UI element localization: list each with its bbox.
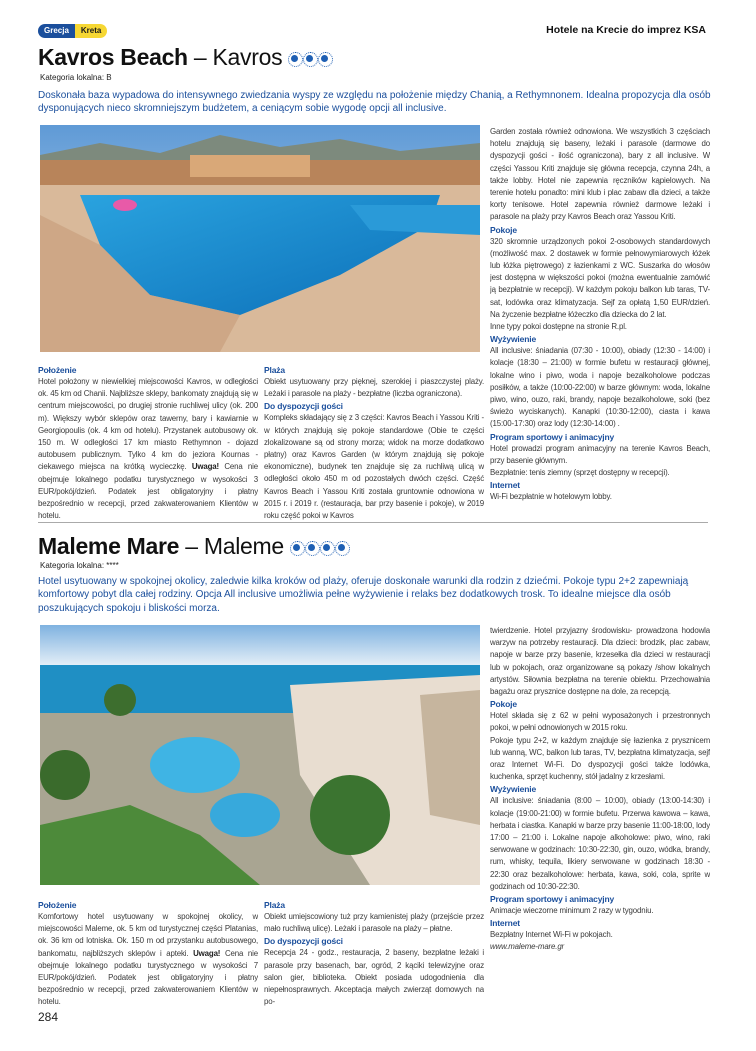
star-rating [290,541,348,554]
sun-icon [305,541,318,554]
section-divider [38,522,708,523]
country-label: Grecja [38,24,75,38]
region-label: Kreta [75,24,107,38]
sun-icon [288,52,301,65]
star-rating [288,52,331,65]
hotel-lead: Doskonała baza wypadowa do intensywnego zwiedzania wyspy ze względu na położenie między Chanią, a Rethymnonem. Idealna propozycja dla osób dysponujących nieco skromniejszym budżetem, a ceniącym sobie wygodę opcji all inclusive. [38,90,711,115]
hotel-website: www.maleme-mare.gr [490,942,565,952]
column-location: Położenie Komfortowy hotel usytuowany w spokojnej okolicy, w miejscowości Maleme, ok. 5 km od turystycznej części Platanias, ok. 36 km od lotniska. Ok. 150 m od przystanku autobusowego, bankomatu, najbliższych sklepów i apteki. Uwaga! Cena nie obejmuje lokalnego podatku turystycznego w wysokości 7 EUR/pokój/dzień. Podatek jest obligatoryjny i płatny bezpośrednio w recepcji, przed zakwaterowaniem Klientów w hotelu. [38,900,258,1007]
destination-badge [38,24,107,38]
section-title: Hotele na Krecie do imprez KSA [546,24,706,36]
hotel-title: Kavros Beach – Kavros [38,44,331,71]
hotel-lead: Hotel usytuowany w spokojnej okolicy, zaledwie kilka kroków od plaży, oferuje doskonałe warunki dla rodzin z dziećmi. Pokoje typu 2+2 zapewniają komfortowy pobyt dla całej rodziny. Opcja All inclusive umożliwia pełne wyżywienie i relaks bez dodatkowych trosk. To idealne miejsce dla osób poszukujących spokoju i bliskości morza. [38,576,689,614]
column-beach-amenities: Plaża Obiekt umiejscowiony tuż przy kamienistej plaży (przejście przez mało ruchliwą ulicę). Leżaki i parasole na plaży – płatne. Do dyspozycji gości Recepcja 24 - godz., restauracja, 2 baseny, bezpłatne leżaki i parasole przy basenach, bar, ogród, 2 kąciki telewizyjne oraz salon gier, biblioteka. Obiekt posiada udogodnienia dla niepełnosprawnych. Akceptacja małych zwierząt domowych na po- [264,900,484,1007]
sun-icon [335,541,348,554]
page-number: 284 [38,1010,59,1024]
column-beach-amenities: Plaża Obiekt usytuowany przy pięknej, szerokiej i piaszczystej plaży. Leżaki i parasole na plaży - bezpłatne (liczba ograniczona). Do dyspozycji gości Kompleks składający się z 3 części: Kavros Beach i Yassou Kriti - w których znajdują się pokoje standardowe (Obie te części zlokalizowane są od strony morza; widok na morze dodatkowo płatny) oraz Kavros Garden (w którym znajdują się pokoje ekonomiczne), budynek ten znajduje się za ruchliwą ulicą w odległości około 450 m od pozostałych dwóch części. Część Kavros Beach i Yassou Kriti została gruntownie odnowiona w 2015 r. i 2019 r. (restauracja, bar przy basenie i pokoje), w 2019 roku część pokoi w Kavros [264,365,484,521]
column-rooms-food: Garden została również odnowiona. We wszystkich 3 częściach hotelu znajdują się baseny, leżaki i parasole (darmowe do dyspozycji gości - ilość ograniczona), bary z all inclusive. W części Yassou Kriti znajduje się główna recepcja, czynna 24h, a także lobby. Hotel nie zapewnia ręczników kąpielowych. Na terenie hotelu ponadto: mini klub i plac zabaw dla dzieci, a także korty tenisowe. Hotel zapewnia również darmowe leżaki i parasole na plaży przy Kavros Beach oraz Yassou Kriti. Pokoje 320 skromnie urządzonych pokoi 2-osobowych standardowych (możliwość max. 2 dostawek w formie pełnowymiarowych łóżek lub łóżka piętrowego) z łazienkami z WC. Suszarka do włosów jest dostępna w większości pokoi (można ewentualnie zamówić ją bezpłatnie w recepcji). W każdym pokoju balkon lub taras, TV-sat, lodówka oraz klimatyzacja. Sejf za opłatą 1,50 EUR/dzień. Na życzenie bezpłatne łóżeczko dla dziecka do 2 lat. Inne typy pokoi dostępne na stronie R.pl. Wyżywienie All inclusive: śniadania (07:30 - 10:00), obiady (12:30 - 14:00) i kolacje (18:30 – 21:00) w formie bufetu w restauracji głównej, lokalne wino i piwo, woda i napoje bezalkoholowe podczas posiłków, a także (10:00-22:00) w barze głównym: woda, lokalne piwo, wino, ouzo, raki, brandy, napoje bezalkoholowe, soki (bez świeżo wyciskanych). Kanapki (10:30-12:00), ciasta i kawa (15:00-17:30) oraz lody (12:30-14:00) . Program sportowy i animacyjny Hotel prowadzi program animacyjny na terenie Kavros Beach, przy basenie głównym. Bezpłatnie: tenis ziemny (sprzęt dostępny w recepcji). Internet Wi-Fi bezpłatnie w hotelowym lobby. [490,127,710,502]
hotel-title: Maleme Mare – Maleme [38,533,348,560]
hotel-aerial-photo [40,625,480,885]
sun-icon [318,52,331,65]
column-rooms-food: twierdzenie. Hotel przyjazny środowisku- prowadzona hodowla warzyw na potrzeby restauracji. Dla dzieci: brodzik, plac zabaw, napoje w barze przy basenie, krzesełka dla dzieci w restauracji lub w pokojach, oraz organizowane są pokazy /show lokalnych artystów. Siłownia bezpłatna na terenie obiektu. Przechowalnia bagażu oraz prysznice dostępne na dole, za recepcją. Pokoje Hotel składa się z 62 w pełni wyposażonych i przestronnych pokoi, w pełni odnowionych w 2015 roku. Pokoje typu 2+2, w każdym znajduje się łazienka z prysznicem lub wanną, WC, balkon lub taras, TV, bezpłatna klimatyzacja, sejf oraz Internet Wi-Fi. Do dyspozycji gości także lodówka, kuchenka, sprzęt kuchenny, stół jadalny z krzesłami. Wyżywienie All inclusive: śniadania (8:00 – 10:00), obiady (13:00-14:30) i kolacje (19:00-21:00) w formie bufetu. Przerwa kawowa – kawa, herbata i ciastka. Kanapki w barze przy basenie 11:00-18:00, lody 17:00 – 21:00 i. Lokalne napoje alkoholowe: piwo, wino, raki serwowane w godzinach: 10:30-22:30, gin, ouzo, wódka, brandy, rum, whisky, tequila, likiery serwowane w godzinach 18:30 - 22:30 oraz bezalkoholowe: herbata, kawa, soki, cola, sprite w godzinach od 10:30-22:30. Program sportowy i animacyjny Animacje wieczorne minimum 2 razy w tygodniu. Internet Bezpłatny Internet Wi-Fi w pokojach. www.maleme-mare.gr [490,625,710,965]
column-location: Położenie Hotel położony w niewielkiej miejscowości Kavros, w odległości ok. 45 km od Chanii. Najbliższe sklepy, bankomaty znajdują się w centrum miejscowości, po drugiej stronie ruchliwej ulicy (ok. 200 m). Większy wybór sklepów oraz tawerny, bary i kawiarnie w Georgiopoulis (ok. 4 km od hotelu). Przystanek autobusowy ok. 150 m. W odległości 17 km miasto Rethymnon - dojazd autobusem publicznym. Tylko 4 km do jeziora Kournas - ciekawego miejsca na krótką wycieczkę. Uwaga! Cena nie obejmuje lokalnego podatku turystycznego w wysokości 3 EUR/pokój/dzień. Podatek jest obligatoryjny i płatny bezpośrednio w recepcji, przed zakwaterowaniem Klientów w hotelu. [38,365,258,521]
sun-icon [303,52,316,65]
hotel-pool-photo [40,125,480,352]
sun-icon [290,541,303,554]
local-category: Kategoria lokalna: **** [40,561,119,570]
sun-icon [320,541,333,554]
local-category: Kategoria lokalna: B [40,73,112,82]
